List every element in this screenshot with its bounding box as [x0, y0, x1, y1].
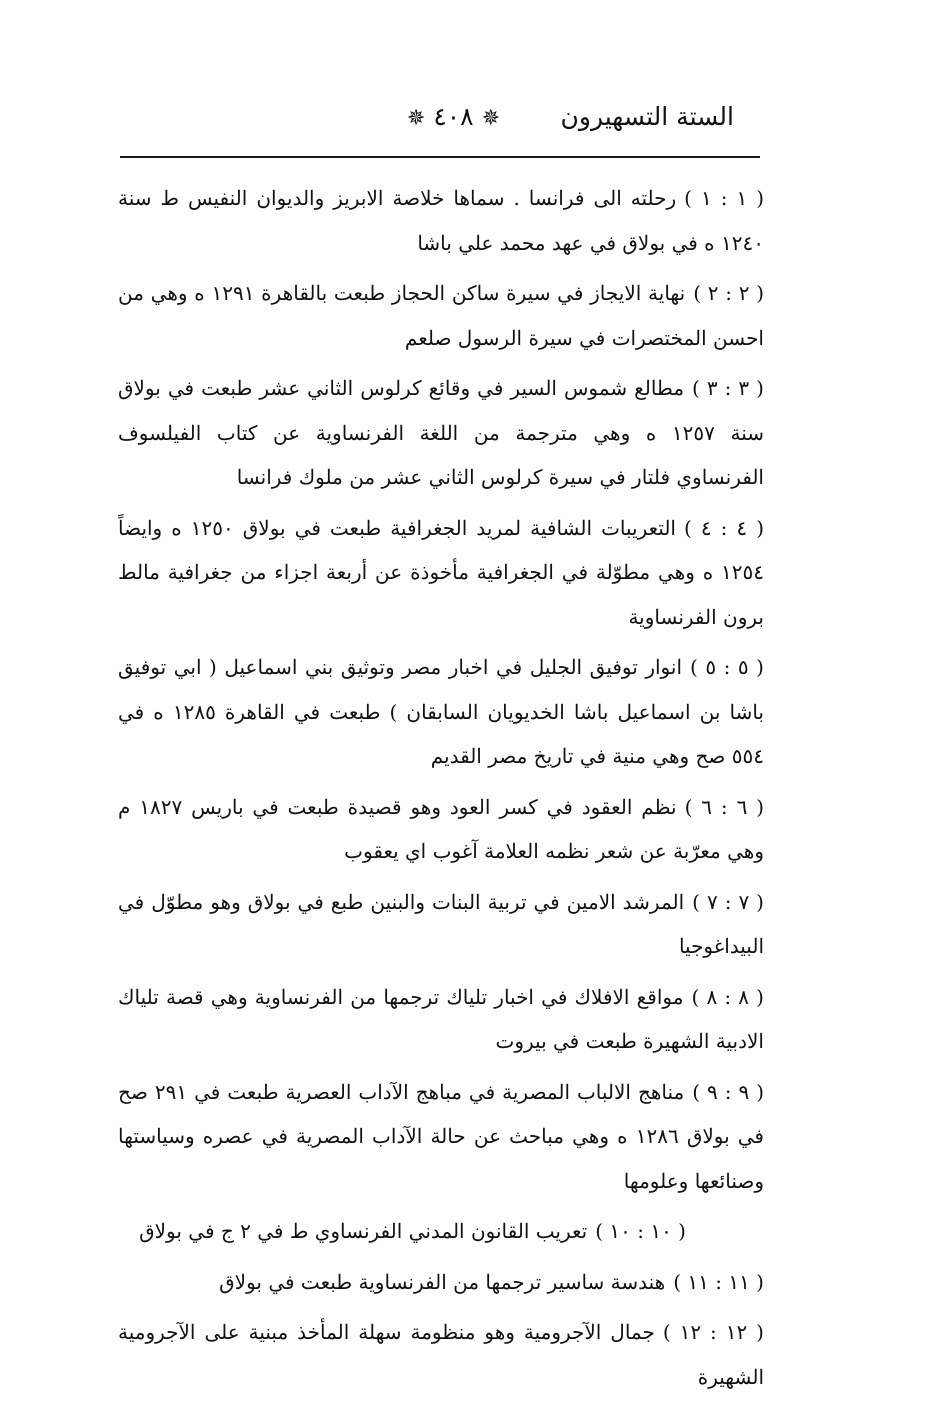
list-item	[118, 1070, 764, 1204]
entry-text: نهاية الايجاز في سيرة ساكن الحجاز طبعت بالقاهرة ١٢٩١ ه وهي من احسن المختصرات في سيرة الرسول صلعم	[118, 281, 764, 350]
list-item	[118, 1260, 764, 1305]
entry-number: ( ٣ : ٣ )	[692, 376, 764, 400]
page-number: ٤٠٨	[433, 102, 474, 131]
list-item	[118, 785, 764, 874]
entry-text: هندسة ساسير ترجمها من الفرنساوية طبعت في بولاق	[219, 1269, 666, 1294]
page-header	[118, 98, 758, 142]
list-item	[118, 366, 764, 500]
ornament-left-icon: ✵	[406, 106, 426, 131]
list-item	[118, 880, 764, 969]
entry-text: مواقع الافلاك في اخبار تلياك ترجمها من الفرنساوية وهي قصة تلياك الادبية الشهيرة طبعت في بيروت	[118, 984, 764, 1053]
entry-number: ( ١١ : ١١ )	[673, 1269, 764, 1294]
entry-text: مناهج الالباب المصرية في مباهج الآداب العصرية طبعت في ٢٩١ صح في بولاق ١٢٨٦ ه وهي مباحث عن حالة الآداب المصرية في عصره وسياستها وصنائعها وعلومها	[118, 1079, 764, 1193]
entry-number: ( ١٠ : ١٠ )	[595, 1219, 686, 1243]
entry-number: ( ٢ : ٢ )	[693, 281, 764, 305]
list-item	[118, 645, 764, 779]
entry-text: تعريب القانون المدني الفرنساوي ط في ٢ ج في بولاق	[139, 1219, 588, 1243]
entry-text: جمال الآجرومية وهو منظومة سهلة المأخذ مبنية على الآجرومية الشهيرة	[118, 1320, 764, 1389]
entry-number: ( ٤ : ٤ )	[683, 515, 764, 540]
page-number-group	[407, 102, 500, 131]
entry-number: ( ٥ : ٥ )	[690, 655, 764, 679]
entry-text: رحلته الى فرانسا . سماها خلاصة الابريز والديوان النفيس ط سنة ١٢٤٠ ه في بولاق في عهد محمد علي باشا	[118, 186, 764, 255]
entry-number: ( ٩ : ٩ )	[692, 1079, 765, 1104]
entry-number: ( ٧ : ٧ )	[692, 889, 764, 914]
entry-text: المرشد الامين في تربية البنات والبنين طبع في بولاق وهو مطوّل في البيداغوجيا	[118, 889, 764, 958]
list-item	[118, 506, 764, 640]
list-item	[118, 176, 764, 265]
entries-list	[118, 176, 764, 1405]
entry-number: ( ٦ : ٦ )	[684, 794, 765, 819]
entry-text: نظم العقود في كسر العود وهو قصيدة طبعت في باريس ١٨٢٧ م وهي معرّبة عن شعر نظمه العلامة آغوب اي يعقوب	[118, 794, 764, 863]
entry-number: ( ١٢ : ١٢ )	[662, 1320, 764, 1344]
list-item	[118, 975, 764, 1064]
entry-text: مطالع شموس السير في وقائع كرلوس الثاني عشر طبعت في بولاق سنة ١٢٥٧ ه وهي مترجمة من اللغة الفرنساوية عن كتاب الفيلسوف الفرنساوي فلتار في سيرة كرلوس الثاني عشر من ملوك فرانسا	[118, 376, 764, 489]
ornament-right-icon: ✵	[481, 106, 500, 131]
header-rule	[120, 156, 760, 158]
entry-number: ( ١ : ١ )	[684, 186, 764, 210]
list-item	[118, 1209, 764, 1254]
entry-text: التعريبات الشافية لمريد الجغرافية طبعت في بولاق ١٢٥٠ ه وايضاً ١٢٥٤ ه وهي مطوّلة في الجغرافية مأخوذة عن أربعة اجزاء من جغرافية مالط برون الفرنساوية	[118, 515, 764, 629]
entry-text: انوار توفيق الجليل في اخبار مصر وتوثيق بني اسماعيل ( ابي توفيق باشا بن اسماعيل باشا الخديويان السابقان ) طبعت في القاهرة ١٢٨٥ ه في ٥٥٤ صح وهي منية في تاريخ مصر القديم	[118, 655, 764, 768]
entry-number: ( ٨ : ٨ )	[691, 984, 764, 1009]
running-title: الستة التسهيرون	[560, 102, 734, 131]
list-item	[118, 271, 764, 360]
list-item	[118, 1310, 764, 1399]
